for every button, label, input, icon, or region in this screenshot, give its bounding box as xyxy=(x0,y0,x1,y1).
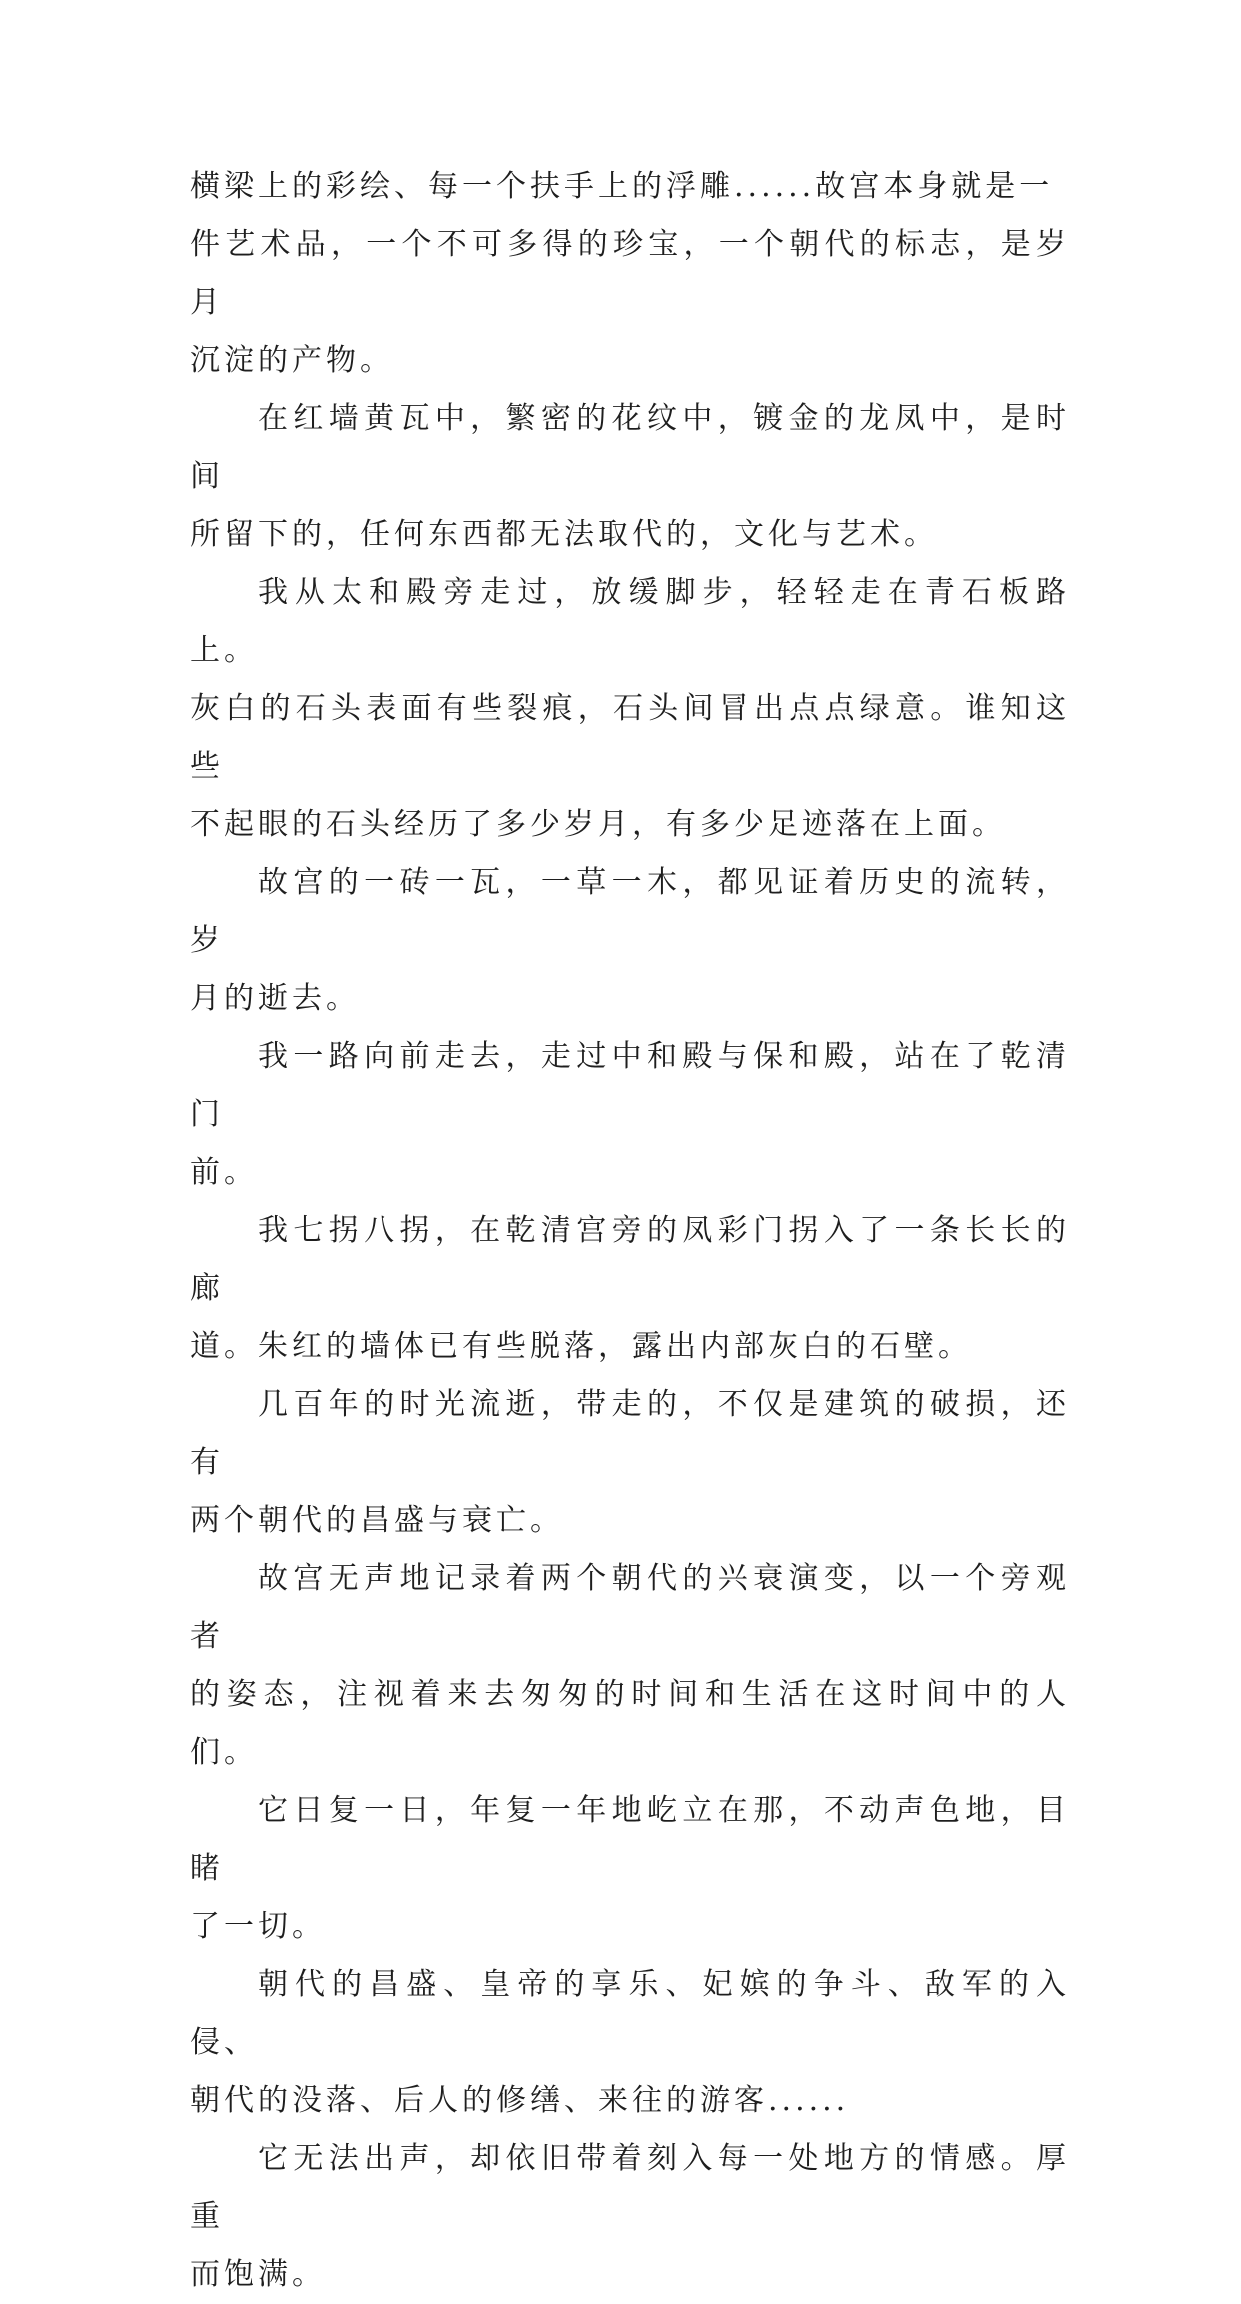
text-line: 两个朝代的昌盛与衰亡。 xyxy=(190,1503,564,1538)
paragraph xyxy=(190,1782,1070,1956)
paragraph xyxy=(190,1376,1070,1550)
text-line: 横梁上的彩绘、每一个扶手上的浮雕......故宫本身就是一 xyxy=(190,169,1054,204)
paragraph xyxy=(190,854,1070,1028)
text-line: 而饱满。 xyxy=(190,2257,326,2292)
text-line: 朝代的昌盛、皇帝的享乐、妃嫔的争斗、敌军的入侵、 xyxy=(190,1967,1070,2060)
text-line: 故宫无声地记录着两个朝代的兴衰演变，以一个旁观者 xyxy=(190,1561,1070,1654)
text-line: 几百年的时光流逝，带走的，不仅是建筑的破损，还有 xyxy=(190,1387,1070,1480)
text-line: 月的逝去。 xyxy=(190,981,360,1016)
text-line: 我七拐八拐，在乾清宫旁的凤彩门拐入了一条长长的廊 xyxy=(190,1213,1070,1306)
text-line: 它日复一日，年复一年地屹立在那，不动声色地，目睹 xyxy=(190,1793,1070,1886)
paragraph xyxy=(190,1028,1070,1202)
paragraph xyxy=(190,564,1070,854)
text-line: 故宫的一砖一瓦，一草一木，都见证着历史的流转，岁 xyxy=(190,865,1070,958)
text-line: 它无法出声，却依旧带着刻入每一处地方的情感。厚重 xyxy=(190,2141,1070,2234)
text-line: 我一路向前走去，走过中和殿与保和殿，站在了乾清门 xyxy=(190,1039,1070,1132)
paragraph xyxy=(190,390,1070,564)
text-line: 灰白的石头表面有些裂痕，石头间冒出点点绿意。谁知这些 xyxy=(190,691,1070,784)
text-line: 在红墙黄瓦中，繁密的花纹中，镀金的龙凤中，是时间 xyxy=(190,401,1070,494)
paragraph xyxy=(190,1550,1070,1782)
text-line: 沉淀的产物。 xyxy=(190,343,394,378)
paragraph xyxy=(190,1202,1070,1376)
text-line: 不起眼的石头经历了多少岁月，有多少足迹落在上面。 xyxy=(190,807,1006,842)
text-line: 朝代的没落、后人的修缮、来往的游客...... xyxy=(190,2083,850,2118)
document-body xyxy=(190,158,1070,2304)
text-line: 了一切。 xyxy=(190,1909,326,1944)
text-line: 道。朱红的墙体已有些脱落，露出内部灰白的石壁。 xyxy=(190,1329,972,1364)
paragraph xyxy=(190,158,1070,390)
text-line: 的姿态，注视着来去匆匆的时间和生活在这时间中的人们。 xyxy=(190,1677,1070,1770)
text-line: 我从太和殿旁走过，放缓脚步，轻轻走在青石板路上。 xyxy=(190,575,1070,668)
paragraph xyxy=(190,2130,1070,2304)
text-line: 件艺术品，一个不可多得的珍宝，一个朝代的标志，是岁月 xyxy=(190,227,1070,320)
text-line: 所留下的，任何东西都无法取代的，文化与艺术。 xyxy=(190,517,938,552)
paragraph xyxy=(190,1956,1070,2130)
text-line: 前。 xyxy=(190,1155,258,1190)
